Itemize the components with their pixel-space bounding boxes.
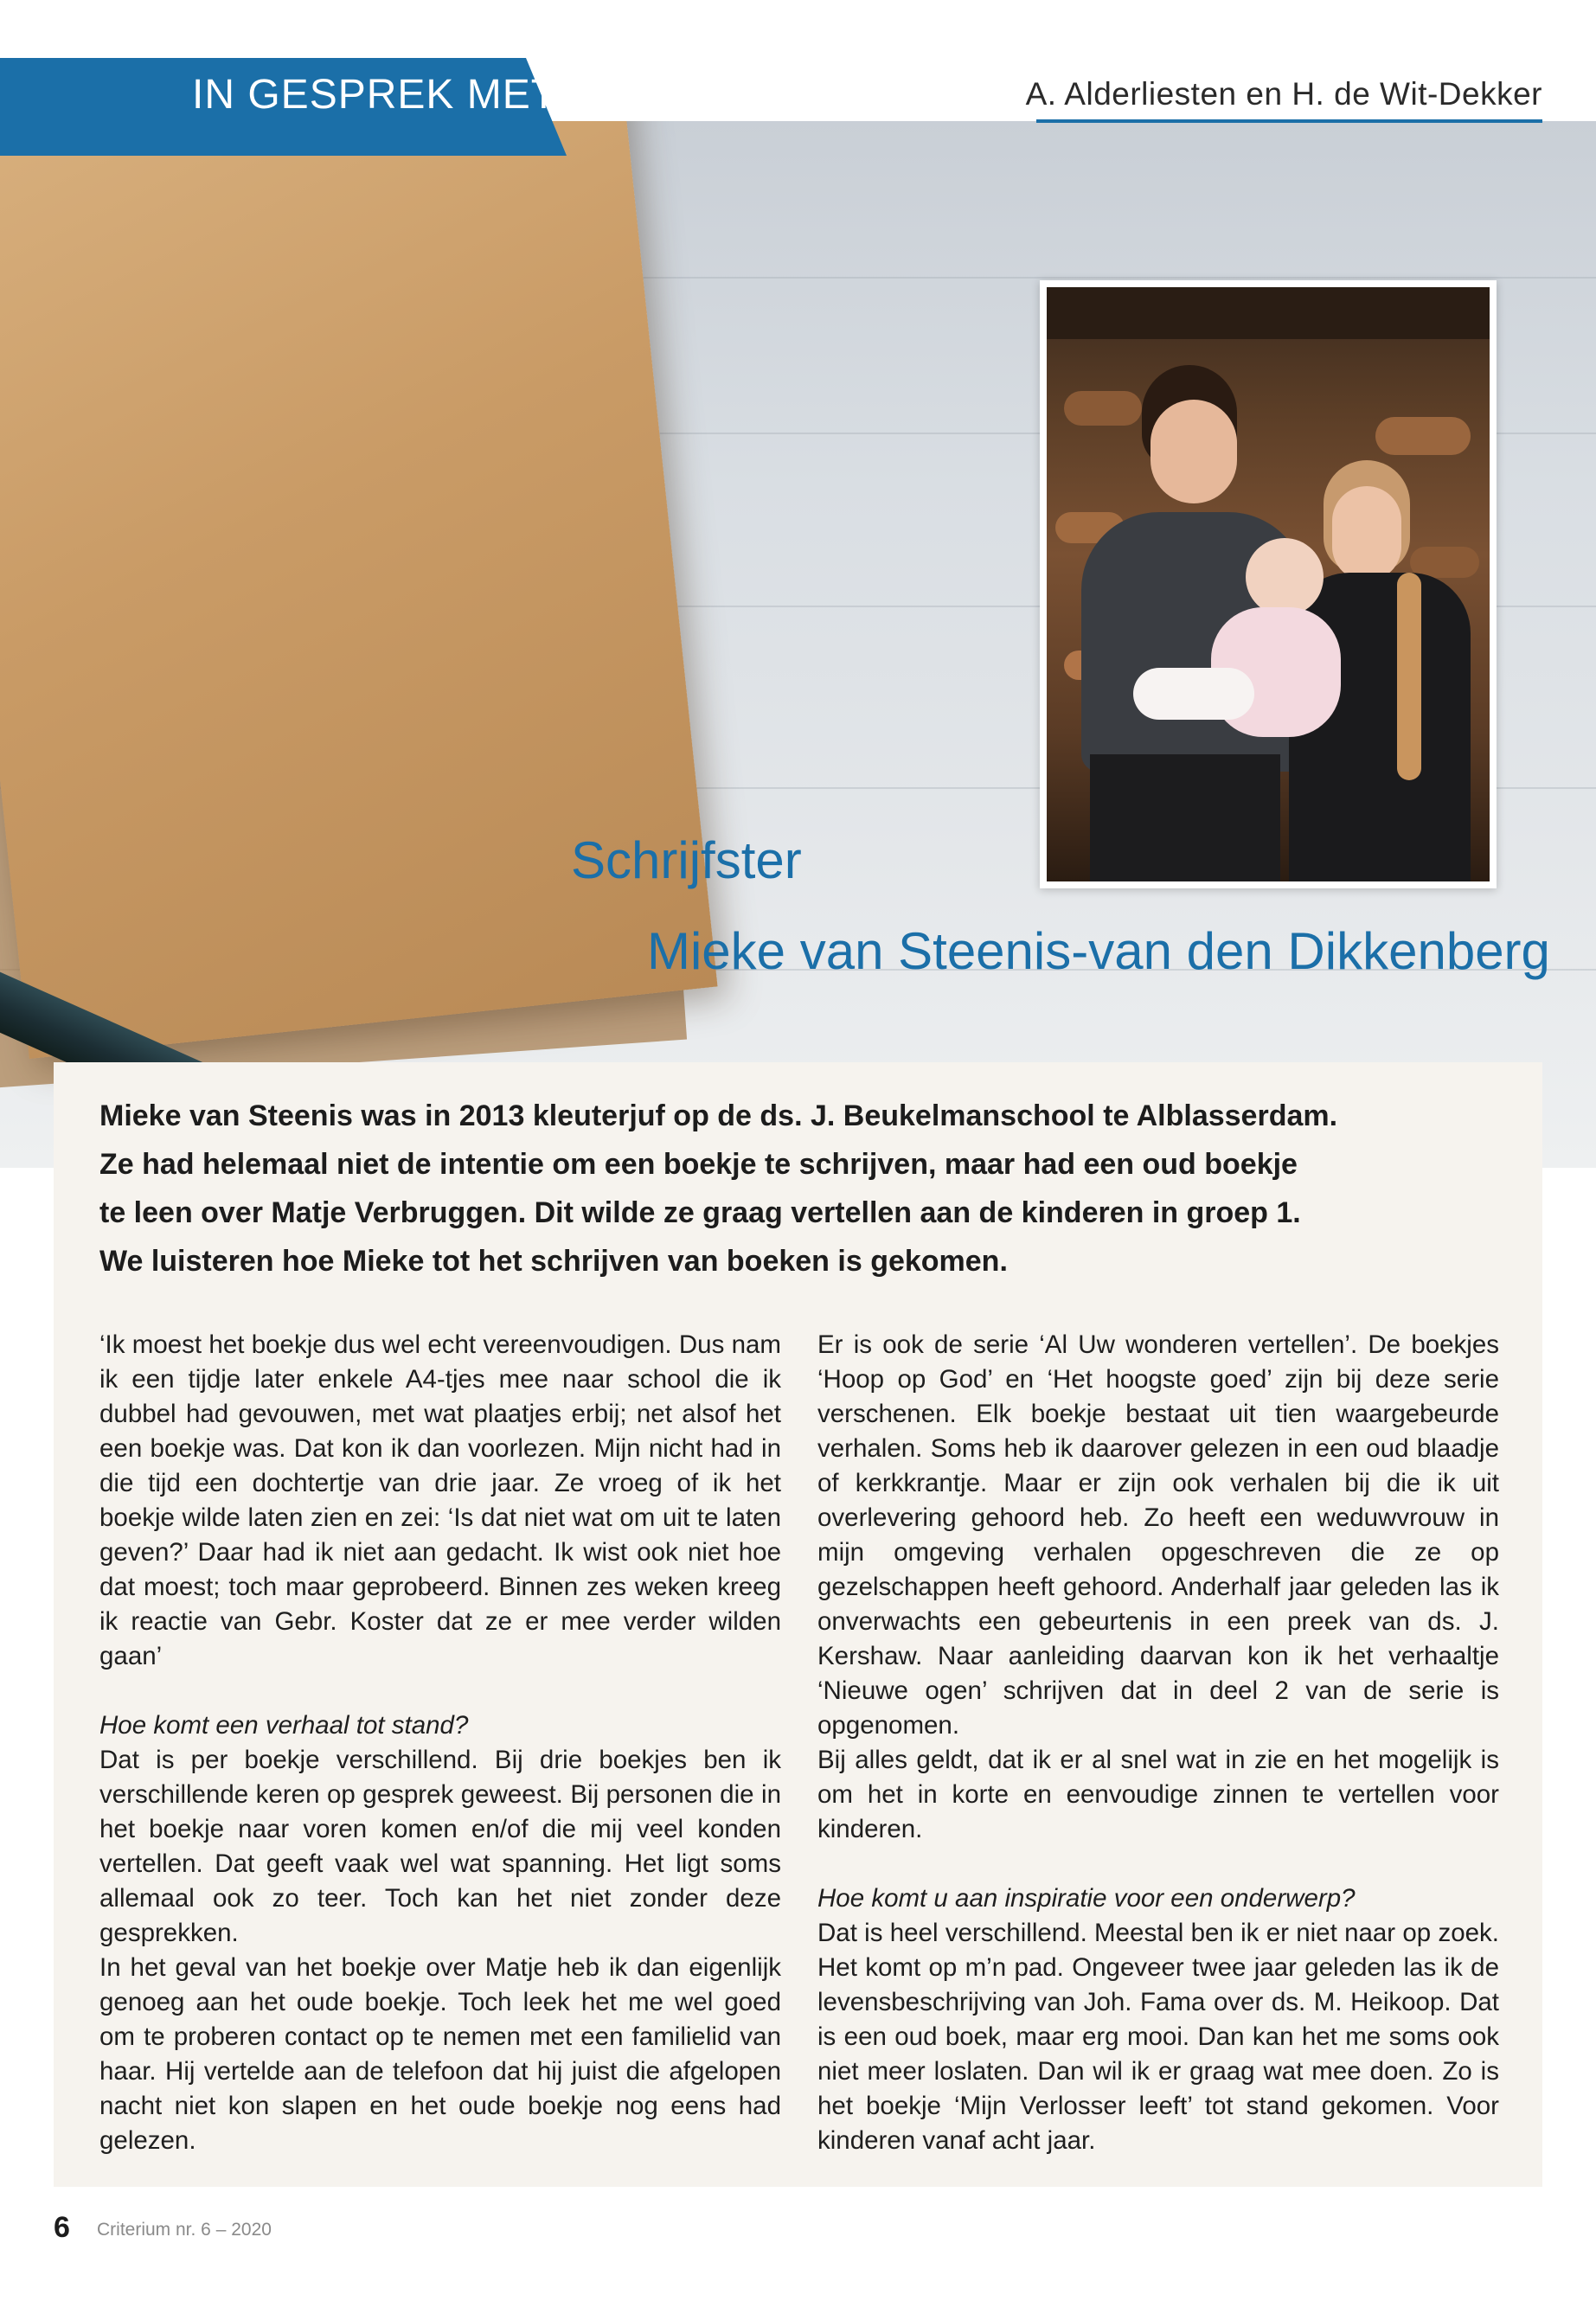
article-title-line2: Mieke van Steenis-van den Dikkenberg xyxy=(647,922,1550,980)
interview-question: Hoe komt u aan inspiratie voor een onderwerp? xyxy=(817,1884,1356,1913)
intro-line: te leen over Matje Verbruggen. Dit wilde ze graag vertellen aan de kinderen in groep 1. xyxy=(99,1196,1301,1229)
interview-question: Hoe komt een verhaal tot stand? xyxy=(99,1711,469,1740)
page-number: 6 xyxy=(54,2211,70,2244)
article-authors: A. Alderliesten en H. de Wit-Dekker xyxy=(1025,76,1542,112)
intro-line: We luisteren hoe Mieke tot het schrijven van boeken is gekomen. xyxy=(99,1245,1008,1278)
baby-figure xyxy=(1246,538,1324,616)
intro-line: Ze had helemaal niet de intentie om een boekje te schrijven, maar had een oud boekje xyxy=(99,1148,1298,1181)
publication-info: Criterium nr. 6 – 2020 xyxy=(97,2220,272,2240)
kraft-paper-stack xyxy=(0,121,718,1059)
authors-underline xyxy=(1036,119,1542,123)
paragraph: ‘Ik moest het boekje dus wel echt vereenvoudigen. Dus nam ik een tijdje later enkele A4-tjes mee naar school die ik dubbel had gevouwen, met wat plaatjes erbij; net alsof het een boekje was. Dat kon ik dan voorlezen. Mijn nicht had in die tijd een dochtertje van drie jaar. Ze vroeg of ik het boekje wilde laten zien en zei: ‘Is dat niet wat om uit te laten geven?’ Daar had ik niet aan gedacht. Ik wist ook niet hoe dat moest; toch maar geprobeerd. Binnen zes weken kreeg ik reactie van Gebr. Koster dat ze er mee verder wilden gaan’ xyxy=(99,1330,781,1670)
paragraph: Er is ook de serie ‘Al Uw wonderen vertellen’. De boekjes ‘Hoop op God’ en ‘Het hoogste goed’ zijn bij deze serie verschenen. Elk boekje bestaat uit tien waargebeurde verhalen. Soms heb ik daarover gelezen in een oud blaadje of kerkkrantje. Maar er zijn ook verhalen bij die ik uit overlevering gehoord heb. Zo heeft een weduwvrouw in mijn omgeving verhalen opgeschreven die ze op gezelschappen heeft gehoord. Anderhalf jaar geleden las ik onverwachts een gebeurtenis in een preek van ds. J. Kershaw. Naar aanleiding daarvan kon ik het verhaaltje ‘Nieuwe ogen’ schrijven dat in deel 2 van de serie is opgenomen. xyxy=(817,1330,1499,1740)
family-photo xyxy=(1040,280,1497,888)
paragraph: Bij alles geldt, dat ik er al snel wat in zie en het mogelijk is om het in korte en eenvoudige zinnen te vertellen voor kinderen. xyxy=(817,1746,1499,1843)
article-column-right xyxy=(817,1328,1499,2158)
article-intro xyxy=(99,1092,1492,1285)
intro-line: Mieke van Steenis was in 2013 kleuterjuf op de ds. J. Beukelmanschool te Alblasserdam. xyxy=(99,1099,1338,1132)
article-column-left xyxy=(99,1328,781,2158)
paragraph: In het geval van het boekje over Matje heb ik dan eigenlijk genoeg aan het oude boekje. Toch leek het me wel goed om te proberen contact op te nemen met een familielid van haar. Hij vertelde aan de telefoon dat hij juist die afgelopen nacht niet kon slapen en het oude boekje nog eens had gelezen. xyxy=(99,1953,781,2155)
article-title-line1: Schrijfster xyxy=(571,831,802,889)
paragraph: Dat is heel verschillend. Meestal ben ik er niet naar op zoek. Het komt op m’n pad. Ongeveer twee jaar geleden las ik de levensbeschrijving van Joh. Fama over ds. M. Heikoop. Dat is een oud boek, maar erg mooi. Dan kan het me soms ook niet meer loslaten. Dan wil ik er graag wat mee doen. Zo is het boekje ‘Mijn Verlosser leeft’ tot stand gekomen. Voor kinderen vanaf acht jaar. xyxy=(817,1919,1499,2155)
section-label: IN GESPREK MET… xyxy=(192,72,600,118)
paragraph: Dat is per boekje verschillend. Bij drie boekjes ben ik verschillende keren op gesprek geweest. Bij personen die in het boekje naar voren komen en/of die mij veel konden vertellen. Dat geeft vaak wel wat spanning. Het ligt soms allemaal ook zo teer. Toch kan het niet zonder deze gesprekken. xyxy=(99,1746,781,1947)
